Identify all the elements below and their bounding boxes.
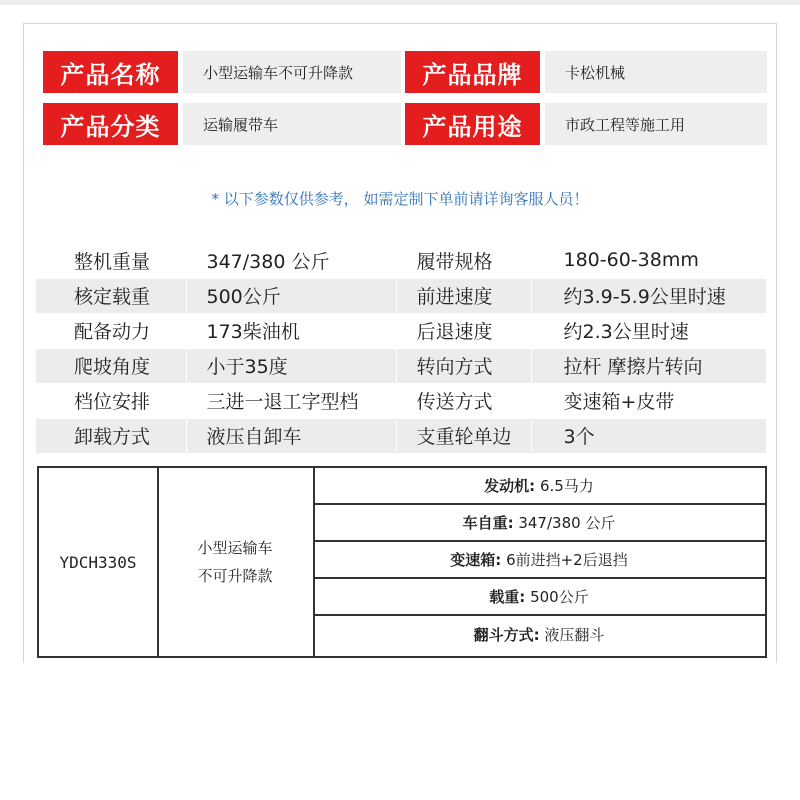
table-row [36,243,766,278]
top-divider [0,0,800,5]
model-spec-row [313,579,765,616]
model-spec-list [313,468,765,656]
model-spec-row [313,542,765,579]
spec-value: 347/380 公斤 [186,243,396,278]
model-spec-row [313,616,765,653]
spec-value: 拉杆 摩擦片转向 [531,348,766,383]
spec-label: 爬坡角度 [36,348,186,383]
spec-label: 卸载方式 [36,418,186,453]
table-row [36,313,766,348]
info-product-brand [405,51,767,93]
tag-label: 产品品牌 [405,51,540,93]
spec-value: 小于35度 [186,348,396,383]
spec-label: 档位安排 [36,383,186,418]
spec-label: 核定载重 [36,278,186,313]
info-product-name [43,51,401,93]
spec-label: 转向方式 [396,348,531,383]
model-name-line: 不可升降款 [197,567,273,585]
model-name [157,468,315,656]
spec-label: 履带规格 [396,243,531,278]
spec-value: 约3.9-5.9公里时速 [531,278,766,313]
spec-value: 液压自卸车 [186,418,396,453]
model-spec-key: 发动机: [484,477,536,495]
table-row [36,278,766,313]
info-product-usage [405,103,767,145]
model-spec-value: 液压翻斗 [544,626,605,644]
spec-value: 三进一退工字型档 [186,383,396,418]
tag-value: 小型运输车不可升降款 [183,51,401,93]
model-spec-row [313,468,765,505]
parameter-notice: * 以下参数仅供参考， 如需定制下单前请详询客服人员！ [211,190,589,208]
spec-value: 约2.3公里时速 [531,313,766,348]
model-spec-key: 载重: [489,588,526,606]
spec-value: 变速箱+皮带 [531,383,766,418]
info-product-category [43,103,401,145]
model-spec-key: 车自重: [462,514,514,532]
spec-label: 前进速度 [396,278,531,313]
spec-label: 后退速度 [396,313,531,348]
tag-value: 市政工程等施工用 [545,103,767,145]
table-row [36,348,766,383]
model-spec-value: 347/380 公斤 [518,514,616,532]
model-table [37,466,767,658]
spec-label: 配备动力 [36,313,186,348]
spec-value: 500公斤 [186,278,396,313]
spec-value: 180-60-38mm [531,243,766,278]
spec-table [36,243,766,454]
model-code: YDCH330S [39,468,159,656]
tag-label: 产品名称 [43,51,178,93]
model-spec-value: 6前进挡+2后退挡 [506,551,628,569]
model-spec-row [313,505,765,542]
tag-label: 产品分类 [43,103,178,145]
spec-label: 传送方式 [396,383,531,418]
model-spec-value: 6.5马力 [539,477,594,495]
model-spec-key: 翻斗方式: [473,626,540,644]
spec-label: 支重轮单边 [396,418,531,453]
table-row [36,418,766,453]
spec-label: 整机重量 [36,243,186,278]
spec-value: 173柴油机 [186,313,396,348]
table-row [36,383,766,418]
tag-value: 运输履带车 [183,103,401,145]
tag-value: 卡松机械 [545,51,767,93]
spec-value: 3个 [531,418,766,453]
model-name-line: 小型运输车 [197,539,273,557]
model-spec-key: 变速箱: [450,551,502,569]
model-spec-value: 500公斤 [530,588,589,606]
tag-label: 产品用途 [405,103,540,145]
